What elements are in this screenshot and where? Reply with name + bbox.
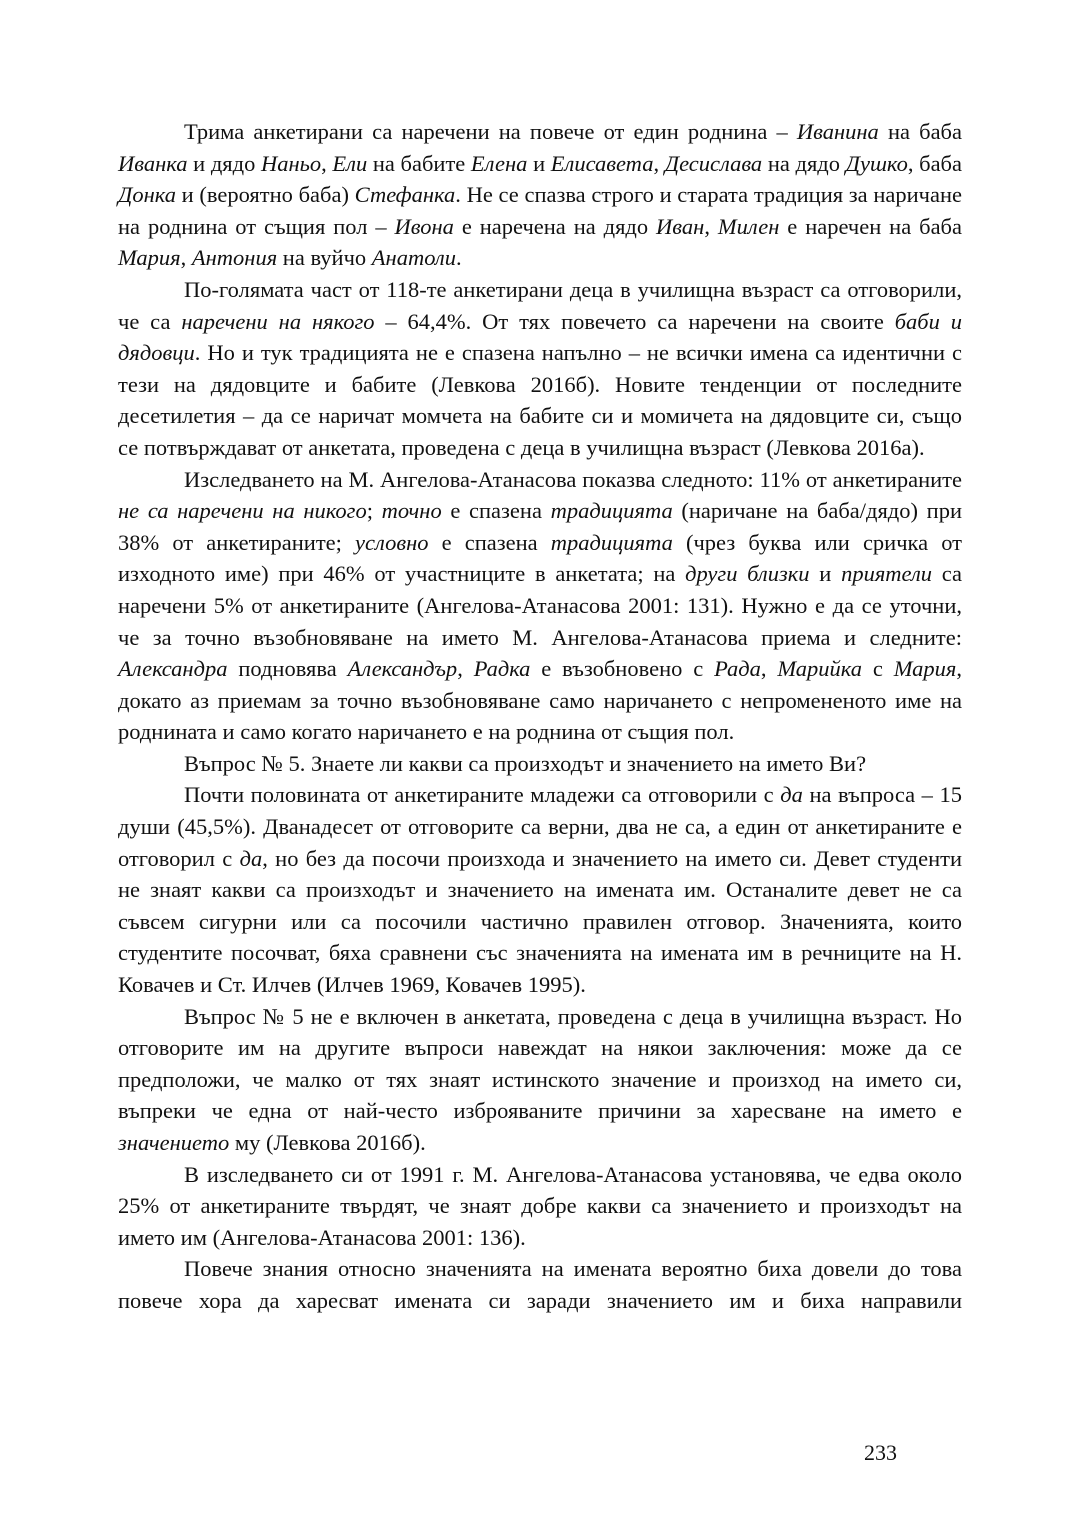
text-run: на бабите [367, 150, 471, 176]
italic-run: Мария [118, 245, 181, 271]
text-run: е наречен на баба [779, 213, 962, 239]
italic-run: Марийка [777, 656, 863, 682]
text-run: подновява [227, 656, 348, 682]
italic-run: други близки [685, 561, 810, 587]
text-run: и дядо [187, 150, 261, 176]
italic-run: Ели [332, 150, 368, 176]
italic-run: Иванка [118, 150, 188, 176]
text-run: . Не се спазва строго и старата традиция за наричане на роднина от същия пол – [118, 182, 963, 239]
text-run: , [457, 656, 474, 682]
text-run: е наречена на дядо [453, 213, 657, 239]
text-run: и [527, 150, 551, 176]
italic-run: приятели [841, 561, 933, 587]
text-run: (чрез буква или сричка от изходното име) при 46% от участниците в анкетата; на [118, 529, 963, 587]
italic-run: Милен [717, 213, 780, 239]
italic-run: Иван [656, 213, 705, 239]
paragraph [118, 274, 962, 464]
paragraph [118, 779, 962, 1000]
italic-run: Иванина [796, 119, 879, 144]
italic-run: Антония [191, 245, 278, 271]
text-run: на вуйчо [277, 245, 372, 271]
text-run: с [862, 656, 894, 682]
paragraph [118, 464, 962, 748]
text-run: , [180, 245, 192, 271]
italic-run: да [780, 782, 803, 808]
italic-run: Александър [347, 656, 458, 682]
text-run: По-голямата част от 118-те анкетирани деца в училищна възраст са отговорили, че са [118, 276, 962, 334]
italic-run: Елена [470, 150, 528, 176]
text-run: Повече знания относно значенията на имената вероятно биха довели до това повече хора да харесват имената си заради значението им и биха направили [118, 1256, 962, 1313]
text-run: на въпроса – 15 души (45,5%). Дванадесет от отговорите са верни, два не са, а един от анкетираните е отговорил с [118, 782, 962, 871]
text-run: Трима анкетирани са наречени на повече от един роднина – [184, 119, 797, 144]
italic-run: не са наречени на никого [118, 498, 367, 524]
italic-run: Ивона [394, 213, 454, 239]
text-run: и (вероятно баба) [175, 182, 355, 208]
italic-run: Елисавета [550, 150, 654, 176]
text-run: е възобновено с [530, 656, 715, 682]
text-run: Почти половината от анкетираните младежи са отговорили с [184, 782, 781, 808]
text-run: на баба [878, 119, 962, 144]
text-run: е спазена [441, 498, 551, 524]
italic-run: Мария [893, 656, 957, 682]
italic-run: Александра [118, 656, 228, 682]
text-run: са наречени 5% от анкетираните (Ангелова-Атанасова 2001: 131). Нужно е да се уточни, че за точно възобновяване на името М. Ангелова-Атанасова приема и следните: [118, 561, 962, 650]
text-run: е спазена [428, 529, 551, 555]
paragraph [118, 1253, 962, 1316]
question-heading [118, 748, 962, 780]
italic-run: Анатоли [371, 245, 456, 271]
text-run: на дядо [762, 150, 846, 176]
text-run: Въпрос № 5. Знаете ли какви са произходът и значението на името Ви? [184, 750, 867, 776]
text-run: . Но и тук традицията не е спазена напълно – не всички имена са идентични с тези на дядовците и бабите (Левкова 2016б). Новите тенденции от последните десетилетия – да се наричат момчета на бабите си и момичета на дядовците си, също се потвърждават от анкетата, проведена с деца в училищна възраст (Левкова 2016а). [118, 340, 962, 460]
paragraph [118, 1001, 962, 1159]
text-run: му (Левкова 2016б). [229, 1130, 426, 1155]
text-run: , докато аз приемам за точно възобновяване само наричането с непромененото име на роднината и само когато наричането е на роднина от същия пол. [118, 656, 963, 745]
italic-run: Донка [118, 182, 176, 208]
text-run: , [704, 213, 718, 239]
text-run: Изследването на М. Ангелова-Атанасова показва следното: 11% от анкетираните [184, 466, 962, 492]
italic-run: Радка [473, 656, 531, 682]
italic-run: баби и дядовци [118, 308, 962, 366]
paragraph [118, 116, 962, 274]
italic-run: Рада [714, 656, 761, 682]
text-run: , [653, 150, 665, 176]
text-run: , но без да посочи произхода и значението на името си. Девет студенти не знаят какви са произходът и значението на имената им. Останалите девет не са съвсем сигурни или са посочили частично правилен отговор. Значенията, които студентите посочват, бяха сравнени със значенията на имената им в речниците на Н. Ковачев и Ст. Илчев (Илчев 1969, Ковачев 1995). [118, 845, 963, 998]
text-run: , [321, 150, 333, 176]
italic-run: Стефанка [354, 182, 456, 208]
italic-run: да [239, 845, 263, 871]
italic-run: точно [381, 498, 442, 524]
paragraph [118, 1159, 962, 1254]
text-run: , [760, 656, 778, 682]
italic-run: традицията [550, 529, 673, 555]
text-run: . [455, 245, 462, 271]
text-run: , баба [907, 150, 962, 176]
italic-run: Наньо [260, 150, 322, 176]
text-run: и [809, 561, 842, 587]
text-run: В изследването си от 1991 г. М. Ангелова-Атанасова установява, че едва около 25% от анкетираните твърдят, че знаят добре какви са значението и произходът на името им (Ангелова-Атанасова 2001: 136). [118, 1161, 962, 1250]
text-run: Въпрос № 5 не е включен в анкетата, проведена с деца в училищна възраст. Но отговорите им на другите въпроси навеждат на някои заключения: може да се предположи, че малко от тях знаят истинското значение и произход на името си, въпреки че една от най-често изброяваните причини за харесване на името е [118, 1003, 962, 1124]
page-number: 233 [864, 1440, 897, 1465]
italic-run: значението [118, 1130, 230, 1155]
body-text [118, 116, 962, 1317]
italic-run: традицията [550, 498, 673, 524]
text-run: – 64,4%. От тях повечето са наречени на своите [374, 308, 895, 334]
italic-run: наречени на някого [181, 308, 375, 334]
italic-run: Десислава [664, 150, 763, 176]
text-run: ; [366, 498, 382, 524]
italic-run: условно [355, 529, 429, 555]
text-run: (наричане на баба/дядо) при 38% от анкетираните; [118, 498, 962, 555]
italic-run: Душко [845, 150, 908, 176]
